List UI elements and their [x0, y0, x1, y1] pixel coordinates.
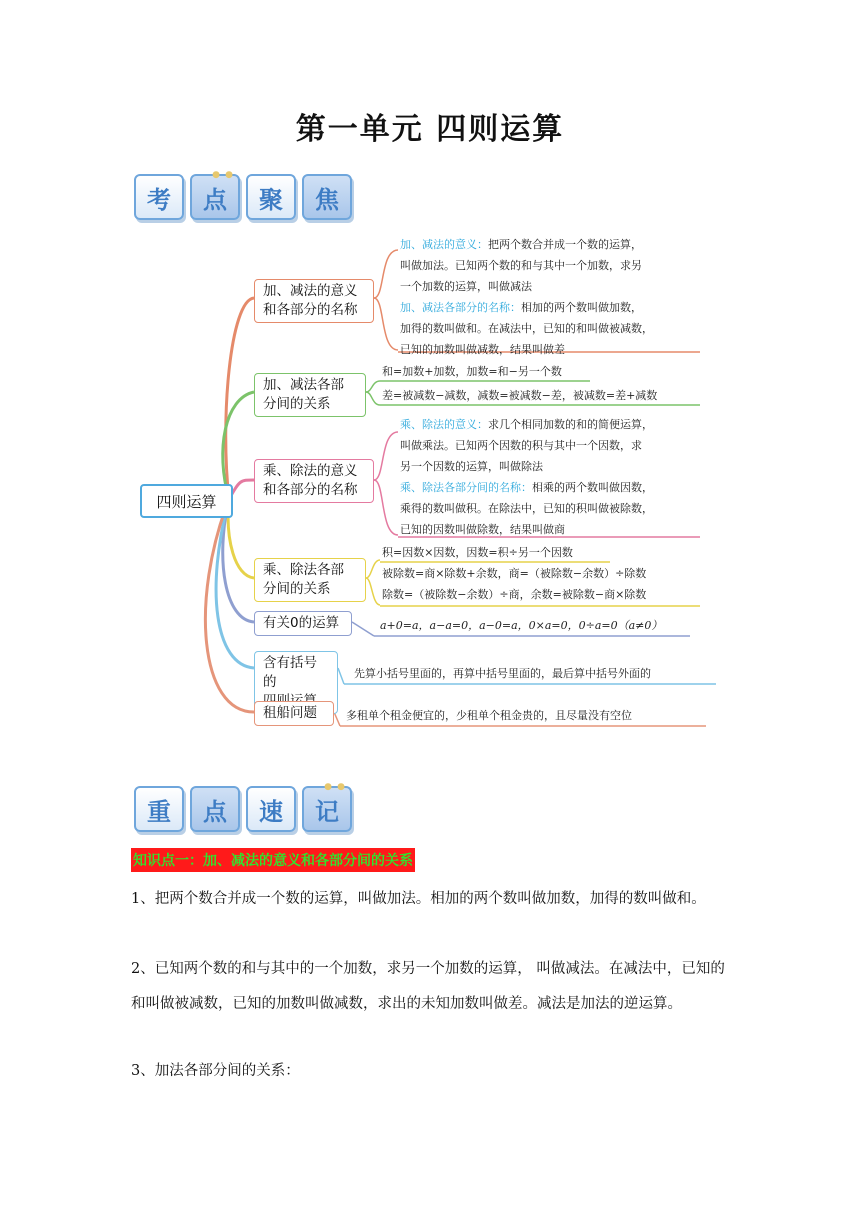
- knowledge-point-heading: 知识点一：加、减法的意义和各部分间的关系: [131, 848, 415, 872]
- branch-add-sub-relation: 加、减法各部 分间的关系: [254, 373, 366, 417]
- banner-zhongdian-suji: [134, 784, 358, 834]
- banner-char: 速: [246, 786, 296, 832]
- banner-char: 考: [134, 174, 184, 220]
- branch-boat-rental: 租船问题: [254, 701, 334, 726]
- branch-mul-div-meaning: 乘、除法的意义 和各部分的名称: [254, 459, 374, 503]
- branch-mul-div-relation: 乘、除法各部 分间的关系: [254, 558, 366, 602]
- mindmap-root: 四则运算: [140, 484, 233, 518]
- banner-char: 聚: [246, 174, 296, 220]
- leaf-group-mul-div-meaning: 乘、除法的意义：求几个相同加数的和的简便运算， 叫做乘法。已知两个因数的积与其中一个因数，求 另一个因数的运算，叫做除法 乘、除法各部分间的名称：相乘的两个数叫做因数， 乘得的数叫做积。在除法中，已知的积叫做被除数， 已知的因数叫做除数，结果叫做商: [400, 418, 653, 536]
- page-title: 第一单元 四则运算: [295, 112, 565, 147]
- banner-char: ● ● 记: [302, 786, 352, 832]
- leaf-boat-rental: 多租单个租金便宜的，少租单个租金贵的，且尽量没有空位: [346, 709, 632, 722]
- banner-char: 重: [134, 786, 184, 832]
- paragraph-1: 1、把两个数合并成一个数的运算，叫做加法。相加的两个数叫做加数，加得的数叫做和。: [131, 891, 706, 907]
- leaf-zero-ops: a+0=a，a−a=0，a−0=a，0×a=0，0÷a=0（a≠0）: [380, 619, 663, 632]
- branch-zero-ops: 有关0的运算: [254, 611, 352, 636]
- leaf-group-add-sub-relation: 和=加数+加数，加数=和−另一个数 差=被减数−减数，减数=被减数−差，被减数=差+减数: [382, 365, 658, 402]
- branch-add-sub-meaning: 加、减法的意义 和各部分的名称: [254, 279, 374, 323]
- banner-char: 点: [190, 786, 240, 832]
- branch-brackets: 含有括号的: [254, 651, 338, 714]
- banner-char: ● ● 点: [190, 174, 240, 220]
- paragraph-2: 2、已知两个数的和与其中的一个加数，求另一个加数的运算， 叫做减法。在减法中，已知的和叫做被减数，已知的加数叫做减数，求出的未知加数叫做差。减法是加法的逆运算。: [131, 961, 725, 1012]
- banner-char: 焦: [302, 174, 352, 220]
- leaf-brackets: 先算小括号里面的，再算中括号里面的，最后算中括号外面的: [354, 667, 651, 680]
- leaf-group-mul-div-relation: 积=因数×因数，因数=积÷另一个因数 被除数=商×除数+余数，商=（被除数−余数）÷除数 除数=（被除数−余数）÷商，余数=被除数−商×除数: [382, 546, 647, 601]
- paragraph-3: 3、加法各部分间的关系：: [131, 1063, 300, 1079]
- leaf-group-add-sub-meaning: 加、减法的意义：把两个数合并成一个数的运算， 叫做加法。已知两个数的和与其中一个加数，求另 一个加数的运算，叫做减法 加、减法各部分的名称：相加的两个数叫做加数， 加得的数叫做和。在减法中，已知的和叫做被减数， 已知的加数叫做减数，结果叫做差: [400, 238, 653, 356]
